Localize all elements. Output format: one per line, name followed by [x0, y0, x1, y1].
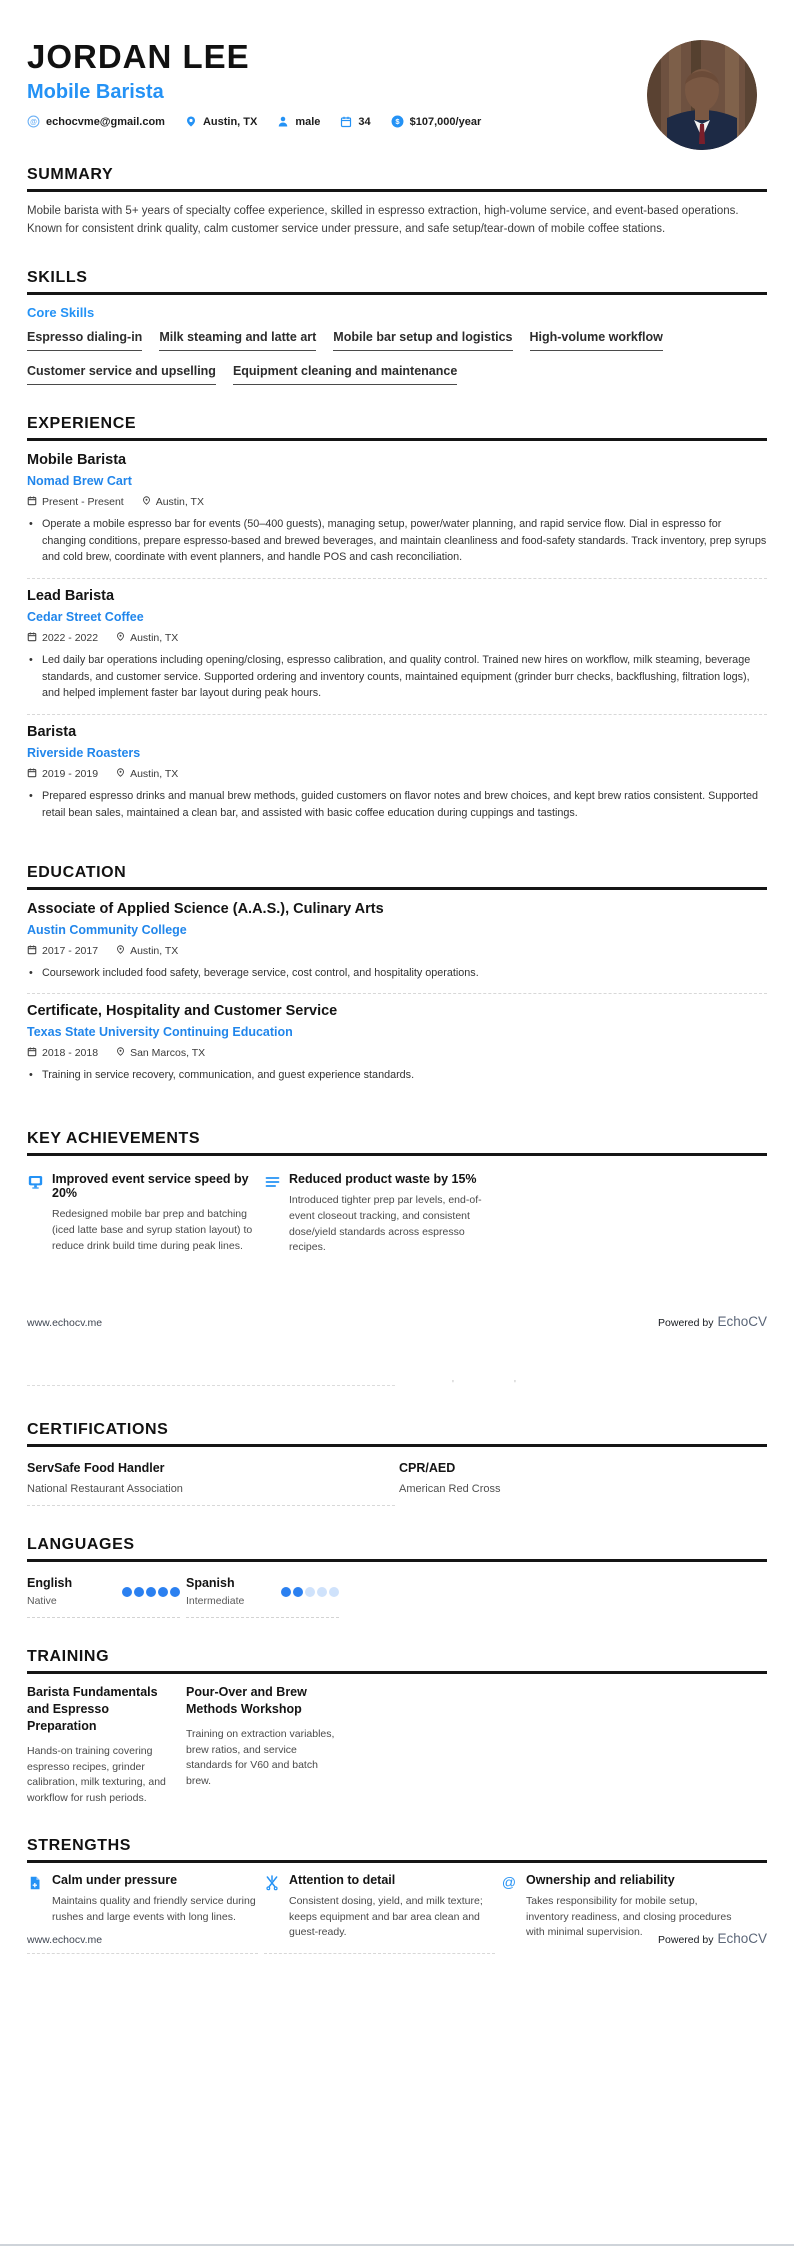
- training-text: Hands-on training covering espresso recipes, grinder calibration, milk texturing, and workflow for rush periods.: [27, 1744, 166, 1804]
- experience-heading: EXPERIENCE: [27, 415, 767, 441]
- proficiency-dot: [134, 1587, 144, 1597]
- skill-chips: [27, 330, 767, 385]
- skill-chip: Equipment cleaning and maintenance: [233, 364, 457, 385]
- skill-chip: Espresso dialing-in: [27, 330, 142, 351]
- section-languages: [27, 1536, 767, 1618]
- skills-heading: SKILLS: [27, 269, 767, 295]
- location: Austin, TX: [116, 944, 178, 958]
- degree: Certificate, Hospitality and Customer Service: [27, 1003, 338, 1020]
- svg-text:$: $: [395, 117, 400, 127]
- proficiency-dot: [305, 1587, 315, 1597]
- language-item: [186, 1572, 339, 1618]
- achievement-text: Introduced tighter prep par levels, end-of-event closeout tracking, and consistent dose/yield standards across espresso recipes.: [289, 1194, 482, 1254]
- contact-salary: $ $107,000/year: [391, 115, 482, 128]
- certification-name: CPR/AED: [399, 1461, 456, 1476]
- education-entry: [27, 994, 767, 1096]
- proficiency-dot: [158, 1587, 168, 1597]
- location-pin-icon: [116, 767, 125, 781]
- footer-url: www.echocv.me: [27, 1934, 103, 1946]
- skill-chip: Milk steaming and latte art: [159, 330, 316, 351]
- language-name: Spanish: [186, 1576, 235, 1591]
- achievements-heading: KEY ACHIEVEMENTS: [27, 1130, 767, 1156]
- header: [27, 38, 767, 128]
- education-entry: [27, 892, 767, 995]
- candidate-name: JORDAN LEE: [27, 38, 250, 75]
- calendar-icon: [27, 767, 37, 781]
- svg-text:@: @: [501, 1874, 517, 1890]
- school-name: Texas State University Continuing Education: [27, 1025, 293, 1040]
- achievement-title: Reduced product waste by 15%: [289, 1172, 477, 1187]
- skill-chip: High-volume workflow: [530, 330, 663, 351]
- achievement-title: Improved event service speed by 20%: [52, 1172, 249, 1201]
- monitor-icon: [27, 1172, 44, 1256]
- section-skills: [27, 269, 767, 385]
- training-item: [186, 1684, 339, 1807]
- experience-entry: [27, 443, 767, 579]
- certification-item: [27, 1457, 395, 1506]
- proficiency-dot: [122, 1587, 132, 1597]
- dates: 2018 - 2018: [27, 1046, 98, 1060]
- calendar-icon: [340, 115, 352, 128]
- achievement-card: [264, 1166, 495, 1268]
- contact-email: @ echocvme@gmail.com: [27, 115, 165, 128]
- location: Austin, TX: [142, 495, 204, 509]
- contact-gender: male: [277, 115, 320, 128]
- job-bullet: • Prepared espresso drinks and manual brew methods, guided customers on flavor notes and brew choices, and kept brew ratios consistent. Supported retail bean sales, maintained a clean bar, and assisted with basic coffee education during cuppings and tastings.: [27, 788, 767, 821]
- certification-issuer: American Red Cross: [399, 1483, 501, 1496]
- language-proficiency-dots: [281, 1587, 339, 1597]
- footer-brand: EchoCV: [717, 1314, 767, 1330]
- strength-text: Consistent dosing, yield, and milk texture; keeps equipment and bar area clean and guest-ready.: [289, 1894, 483, 1939]
- svg-text:@: @: [30, 118, 37, 126]
- training-heading: TRAINING: [27, 1648, 767, 1674]
- strength-title: Ownership and reliability: [526, 1872, 675, 1887]
- page-break-tick: ': [514, 1379, 516, 1391]
- strength-title: Attention to detail: [289, 1872, 396, 1887]
- calendar-icon: [27, 1046, 37, 1060]
- location-pin-icon: [116, 631, 125, 645]
- section-training: [27, 1648, 767, 1807]
- certification-issuer: National Restaurant Association: [27, 1483, 183, 1496]
- page2-footer: [27, 1931, 767, 1946]
- avatar: [647, 40, 757, 150]
- candidate-job-title: Mobile Barista: [27, 81, 164, 103]
- location: San Marcos, TX: [116, 1046, 205, 1060]
- strength-text: Takes responsibility for mobile setup, inventory readiness, and closing procedures with minimal supervision.: [526, 1894, 732, 1939]
- footer-powered-by: Powered by: [658, 1317, 714, 1330]
- summary-heading: SUMMARY: [27, 166, 767, 192]
- proficiency-dot: [170, 1587, 180, 1597]
- school-name: Austin Community College: [27, 922, 187, 937]
- training-item: [27, 1684, 180, 1807]
- strengths-heading: STRENGTHS: [27, 1837, 767, 1863]
- education-heading: EDUCATION: [27, 864, 767, 890]
- page-break-tick: ': [452, 1379, 454, 1391]
- location: Austin, TX: [116, 631, 178, 645]
- strength-text: Maintains quality and friendly service during rushes and large events with long lines.: [52, 1894, 256, 1923]
- experience-entry: [27, 579, 767, 715]
- achievement-text: Redesigned mobile bar prep and batching (iced latte base and syrup station layout) to reduce drink build time during peak lines.: [52, 1208, 253, 1252]
- job-title: Barista: [27, 724, 77, 741]
- footer-powered-by: Powered by: [658, 1934, 714, 1946]
- dates: 2022 - 2022: [27, 631, 98, 645]
- proficiency-dot: [317, 1587, 327, 1597]
- job-bullet: • Operate a mobile espresso bar for events (50–400 guests), managing setup, power/water planning, and rapid service flow. Dial in espresso for changing conditions, prepare espresso-based and brewed beverages, and maintain cleanliness and food-safety standards. Track inventory, prep syrups and cold brew, coordinate with event planners, and handle POS and cash reconciliation.: [27, 516, 767, 566]
- calendar-icon: [27, 944, 37, 958]
- person-icon: [277, 115, 289, 128]
- section-certifications: [27, 1421, 767, 1506]
- degree: Associate of Applied Science (A.A.S.), Culinary Arts: [27, 900, 384, 917]
- skills-group-label: Core Skills: [27, 304, 95, 320]
- dates: Present - Present: [27, 495, 124, 509]
- education-bullet: • Coursework included food safety, beverage service, cost control, and hospitality operations.: [27, 965, 767, 982]
- dates: 2019 - 2019: [27, 767, 98, 781]
- proficiency-dot: [329, 1587, 339, 1597]
- job-title: Mobile Barista: [27, 451, 127, 468]
- contact-age: 34: [340, 115, 370, 128]
- skill-chip: Customer service and upselling: [27, 364, 216, 385]
- page1-footer: [27, 1314, 767, 1329]
- achievement-card: [27, 1166, 258, 1268]
- section-experience: [27, 415, 767, 834]
- contact-location: Austin, TX: [185, 115, 257, 128]
- summary-text: Mobile barista with 5+ years of specialty coffee experience, skilled in espresso extraction, high-volume service, and event-based operations. Known for consistent drink quality, calm customer service under pressure, and safe setup/tear-down of mobile coffee stations.: [27, 205, 739, 236]
- proficiency-dot: [281, 1587, 291, 1597]
- location-pin-icon: [185, 115, 197, 128]
- company-name: Riverside Roasters: [27, 746, 141, 761]
- menu-lines-icon: [264, 1172, 281, 1256]
- certifications-heading: CERTIFICATIONS: [27, 1421, 767, 1447]
- language-proficiency-dots: [122, 1587, 180, 1597]
- languages-heading: LANGUAGES: [27, 1536, 767, 1562]
- at-circle-icon: [27, 115, 40, 128]
- calendar-icon: [27, 495, 37, 509]
- page-break-divider: [27, 1379, 767, 1393]
- dollar-circle-icon: [391, 115, 404, 128]
- experience-entry: [27, 715, 767, 833]
- section-education: [27, 864, 767, 1096]
- footer-url: www.echocv.me: [27, 1317, 103, 1330]
- job-title: Lead Barista: [27, 587, 115, 604]
- language-level: Intermediate: [186, 1595, 245, 1608]
- calendar-icon: [27, 631, 37, 645]
- strength-title: Calm under pressure: [52, 1872, 178, 1887]
- job-bullet: • Led daily bar operations including opening/closing, espresso calibration, and quality control. Trained new hires on workflow, milk steaming, beverage standards, and customer service. Supported ordering and inventory counts, maintained equipment (grinder burr checks, backflushing, filtration logs), and helped implement faster bar layout during peak hours.: [27, 652, 767, 702]
- section-achievements: [27, 1130, 767, 1268]
- skill-chip: Mobile bar setup and logistics: [333, 330, 512, 351]
- proficiency-dot: [146, 1587, 156, 1597]
- location-pin-icon: [116, 1046, 125, 1060]
- company-name: Nomad Brew Cart: [27, 473, 132, 488]
- location-pin-icon: [116, 944, 125, 958]
- language-item: [27, 1572, 180, 1618]
- location: Austin, TX: [116, 767, 178, 781]
- training-title: Pour-Over and Brew Methods Workshop: [186, 1685, 307, 1716]
- section-summary: [27, 166, 767, 239]
- company-name: Cedar Street Coffee: [27, 609, 144, 624]
- education-bullet: • Training in service recovery, communication, and guest experience standards.: [27, 1067, 767, 1084]
- certification-name: ServSafe Food Handler: [27, 1461, 165, 1476]
- footer-brand: EchoCV: [717, 1931, 767, 1946]
- training-title: Barista Fundamentals and Espresso Preparation: [27, 1685, 158, 1733]
- proficiency-dot: [293, 1587, 303, 1597]
- dates: 2017 - 2017: [27, 944, 98, 958]
- language-name: English: [27, 1576, 73, 1591]
- language-level: Native: [27, 1595, 57, 1608]
- location-pin-icon: [142, 495, 151, 509]
- training-text: Training on extraction variables, brew ratios, and service standards for V60 and batch brew.: [186, 1727, 335, 1788]
- certification-item: [399, 1457, 767, 1506]
